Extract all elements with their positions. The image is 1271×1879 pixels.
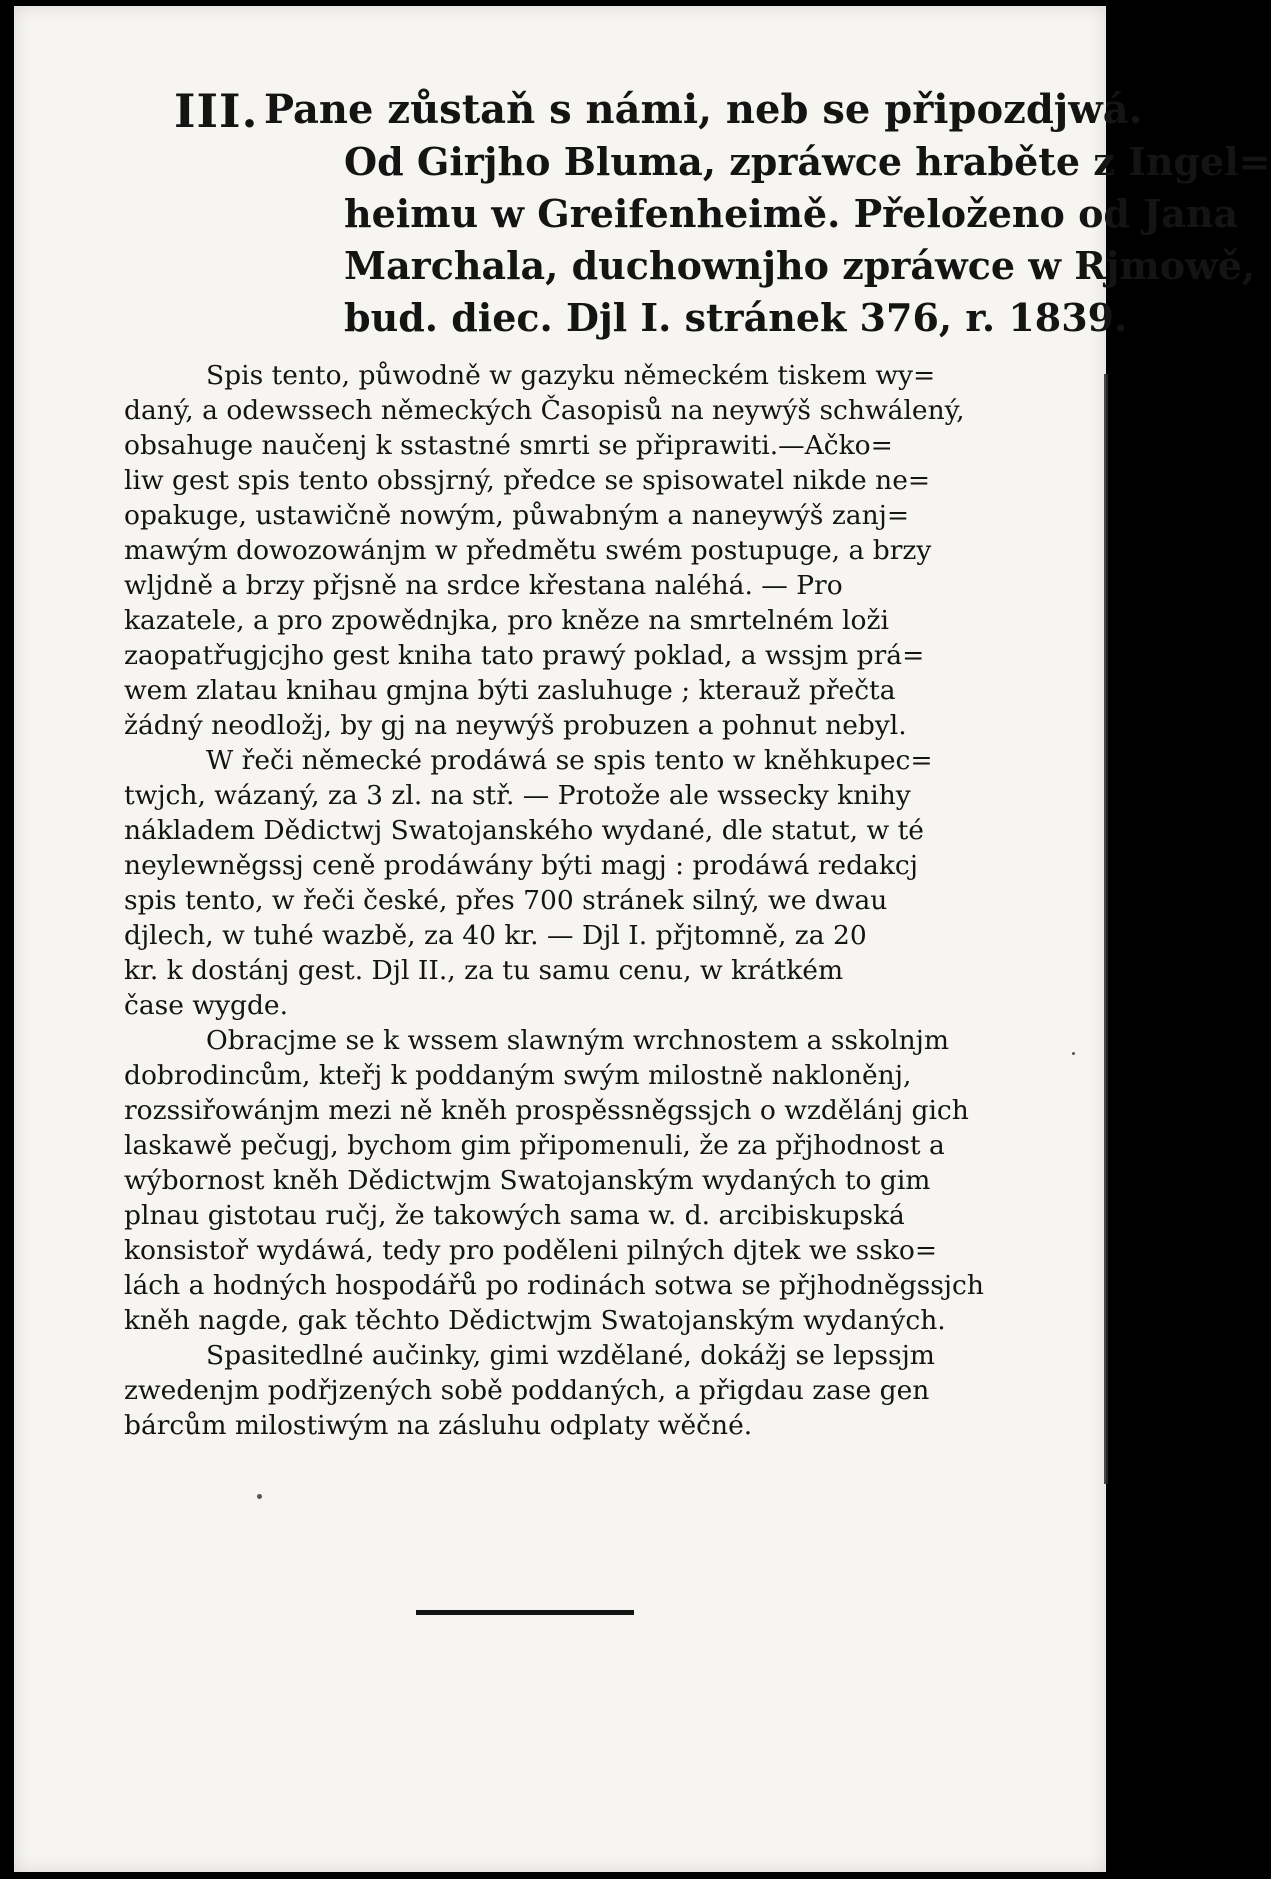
text-line: nákladem Dědictwj Swatojanského wydané, dle statut, w té [124, 815, 924, 846]
text-line: twjch, wázaný, za 3 zl. na stř. — Protože ale wssecky knihy [124, 780, 911, 811]
text-line: bárcům milostiwým na zásluhu odplaty wěčné. [124, 1410, 753, 1441]
closing-rule [416, 1610, 634, 1615]
text-line: wljdně a brzy přjsně na srdce křestana naléhá. — Pro [124, 570, 843, 601]
text-line: zaopatřugjcjho gest kniha tato prawý poklad, a wssjm prá= [124, 640, 925, 671]
text-line: W řeči německé prodáwá se spis tento w kněhkupec= [206, 745, 933, 776]
article [124, 84, 1271, 1443]
title-line: heimu w Greifenheimě. Přeloženo od Jana [344, 191, 1239, 236]
title-line: bud. diec. Djl I. stránek 376, r. 1839. [344, 295, 1128, 340]
binding-rule [1104, 374, 1108, 1484]
text-line: kr. k dostánj gest. Djl II., za tu samu cenu, w krátkém [124, 955, 844, 986]
text-line: kazatele, a pro zpowědnjka, pro kněze na smrtelném loži [124, 605, 889, 636]
text-line: obsahuge naučenj k sstastné smrti se připrawiti.—Ačko= [124, 430, 893, 461]
text-line: wýbornost kněh Dědictwjm Swatojanským wydaných to gim [124, 1165, 931, 1196]
text-line: žádný neodložj, by gj na neywýš probuzen a pohnut nebyl. [124, 710, 907, 741]
text-line: čase wygde. [124, 990, 289, 1021]
text-line: spis tento, w řeči české, přes 700 stránek silný, we dwau [124, 885, 888, 916]
text-line: zwedenjm podřjzených sobě poddaných, a přigdau zase gen [124, 1375, 930, 1406]
ink-speck [257, 1494, 262, 1499]
text-line: kněh nagde, gak těchto Dědictwjm Swatojanským wydaných. [124, 1305, 946, 1336]
text-line: rozssiřowánjm mezi ně kněh prospěssněgssjch o wzdělánj gich [124, 1095, 969, 1126]
section-number: III. [174, 84, 259, 138]
text-line: lách a hodných hospodářů po rodinách sotwa se přjhodněgssjch [124, 1270, 984, 1301]
text-line: opakuge, ustawičně nowým, půwabným a naneywýš zanj= [124, 500, 910, 531]
ink-speck [1072, 1052, 1075, 1055]
text-line: Spasitedlné aučinky, gimi wzdělané, dokážj se lepssjm [206, 1340, 935, 1371]
title-line: Od Girjho Bluma, zpráwce hraběte z Ingel= [344, 139, 1271, 184]
article-heading [124, 84, 1271, 344]
book-page [14, 6, 1271, 1872]
article-body [124, 358, 1054, 1443]
text-line: Spis tento, půwodně w gazyku německém tiskem wy= [206, 360, 936, 391]
text-line: wem zlatau knihau gmjna býti zasluhuge ; kterauž přečta [124, 675, 896, 706]
text-line: mawým dowozowánjm w předmětu swém postupuge, a brzy [124, 535, 932, 566]
text-line: plnau gistotau ručj, že takowých sama w. d. arcibiskupská [124, 1200, 905, 1231]
text-line: neylewněgssj ceně prodáwány býti magj : prodáwá redakcj [124, 850, 918, 881]
text-line: konsistoř wydáwá, tedy pro poděleni pilných djtek we ssko= [124, 1235, 938, 1266]
title-line: Marchala, duchownjho zpráwce w Rjmowě, [344, 243, 1256, 288]
text-line: daný, a odewssech německých Časopisů na neywýš schwálený, [124, 395, 965, 426]
text-line: laskawě pečugj, bychom gim připomenuli, že za přjhodnost a [124, 1130, 945, 1161]
text-line: Obracjme se k wssem slawným wrchnostem a sskolnjm [206, 1025, 949, 1056]
article-title: Pane zůstaň s námi, neb se připozdjwá. [264, 86, 1143, 133]
text-line: djlech, w tuhé wazbě, za 40 kr. — Djl I. přjtomně, za 20 [124, 920, 867, 951]
text-line: liw gest spis tento obssjrný, předce se spisowatel nikde ne= [124, 465, 931, 496]
text-line: dobrodincům, kteřj k poddaným swým milostně nakloněnj, [124, 1060, 912, 1091]
